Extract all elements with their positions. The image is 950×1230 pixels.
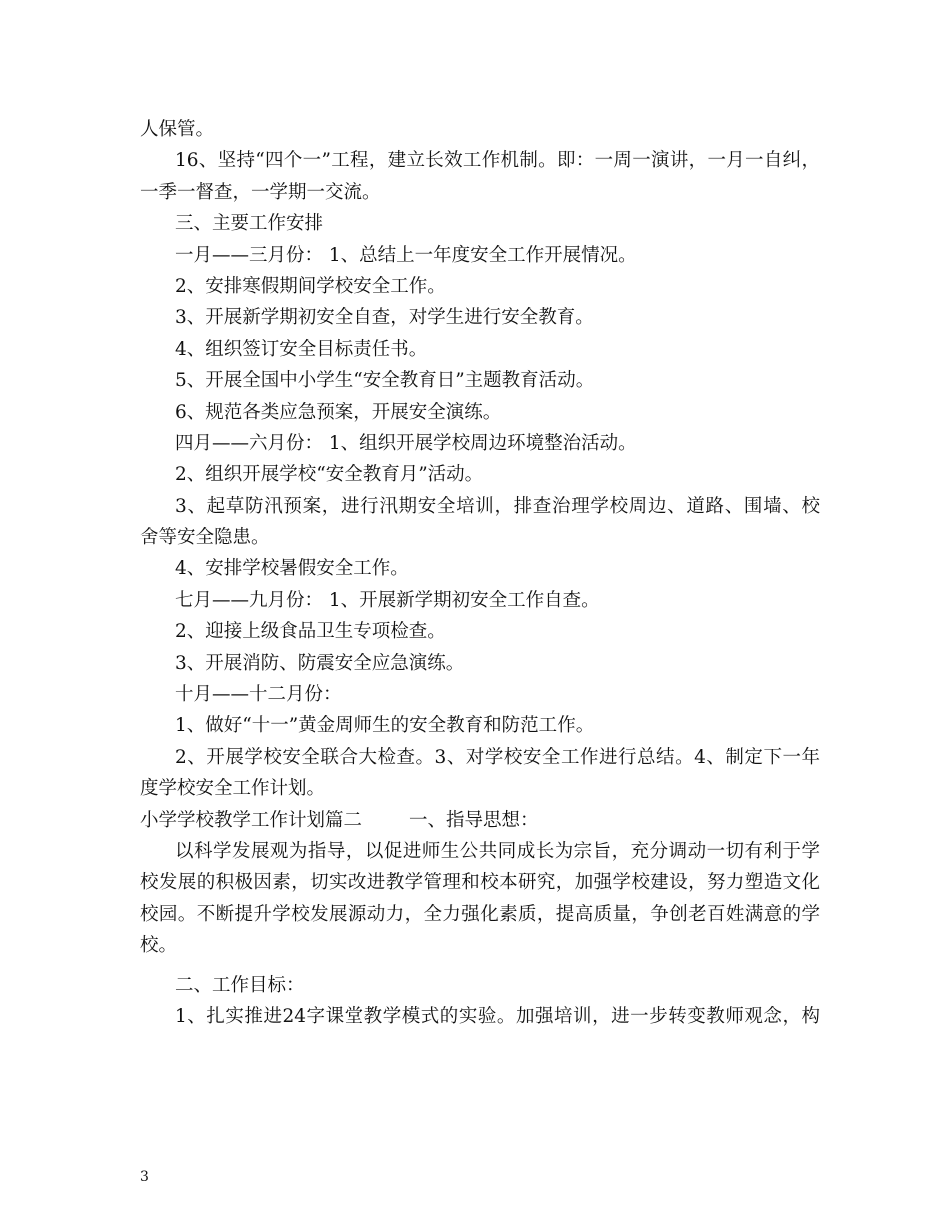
text-line: 一月——三月份： 1、总结上一年度安全工作开展情况。 xyxy=(175,244,637,266)
text-line: 2、组织开展学校“安全教育月”活动。 xyxy=(175,464,484,486)
page-number: 3 xyxy=(140,1169,149,1185)
text-line: 十月——十二月份： xyxy=(175,684,342,706)
section-heading: 二、工作目标： xyxy=(175,974,305,996)
section-heading: 三、主要工作安排 xyxy=(175,213,324,235)
text-line: 度学校安全工作计划。 xyxy=(140,778,326,800)
text-line: 七月——九月份： 1、开展新学期初安全工作自查。 xyxy=(175,589,600,611)
text-line: 3、起草防汛预案，进行汛期安全培训，排查治理学校周边、道路、围墙、校 xyxy=(175,495,820,517)
text-line: 舍等安全隐患。 xyxy=(140,527,270,549)
text-line: 1、做好“十一”黄金周师生的安全教育和防范工作。 xyxy=(175,715,595,737)
text-line: 校发展的积极因素，切实改进教学管理和校本研究，加强学校建设，努力塑造文化 xyxy=(140,872,820,894)
text-line: 1、扎实推进24字课堂教学模式的实验。加强培训，进一步转变教师观念，构 xyxy=(175,1005,820,1027)
text-line: 2、安排寒假期间学校安全工作。 xyxy=(175,275,446,297)
text-line: 4、组织签订安全目标责任书。 xyxy=(175,338,428,360)
text-line: 校。 xyxy=(140,935,178,957)
document-body xyxy=(140,114,820,1032)
text-line: 5、开展全国中小学生“安全教育日”主题教育活动。 xyxy=(175,370,595,392)
text-line: 4、安排学校暑假安全工作。 xyxy=(175,558,409,580)
text-line: 2、迎接上级食品卫生专项检查。 xyxy=(175,621,446,643)
text-line: 以科学发展观为指导，以促进师生公共同成长为宗旨，充分调动一切有利于学 xyxy=(175,840,820,862)
section-title: 小学学校教学工作计划篇二 一、指导思想： xyxy=(140,809,539,831)
text-line: 四月——六月份： 1、组织开展学校周边环境整治活动。 xyxy=(175,432,637,454)
text-line: 6、规范各类应急预案，开展安全演练。 xyxy=(175,401,502,423)
text-line: 2、开展学校安全联合大检查。3、对学校安全工作进行总结。4、制定下一年 xyxy=(175,746,820,768)
text-line: 人保管。 xyxy=(140,119,215,140)
text-line: 一季一督查，一学期一交流。 xyxy=(140,181,381,203)
text-line: 16、坚持“四个一”工程，建立长效工作机制。即：一周一演讲，一月一自纠， xyxy=(175,150,820,172)
text-line: 校园。不断提升学校发展源动力，全力强化素质，提高质量，争创老百姓满意的学 xyxy=(140,903,820,925)
text-line: 3、开展新学期初安全自查，对学生进行安全教育。 xyxy=(175,307,594,329)
text-line: 3、开展消防、防震安全应急演练。 xyxy=(175,652,465,674)
